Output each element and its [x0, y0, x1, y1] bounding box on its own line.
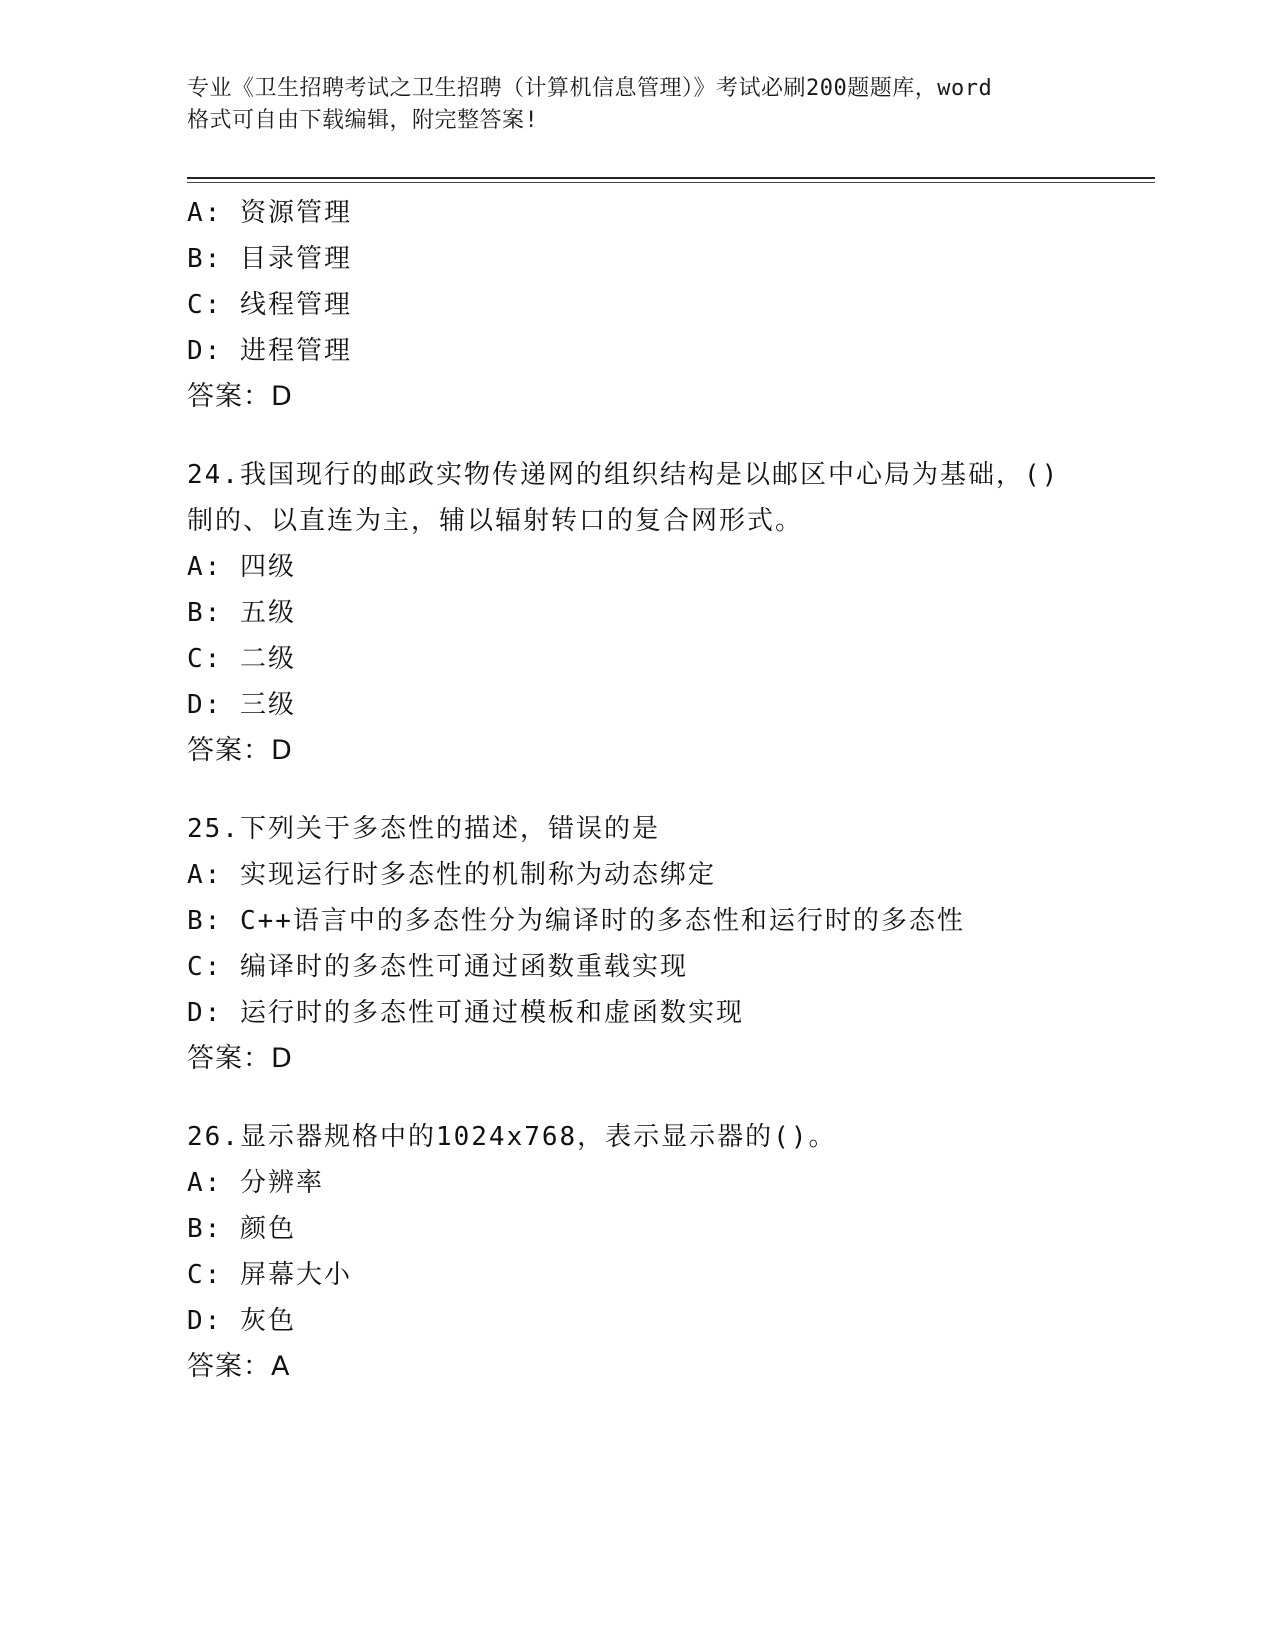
spacer [187, 1082, 1087, 1114]
answer-line: 答案：D [187, 1043, 293, 1074]
question-23 [187, 190, 1087, 420]
option-c: C: 线程管理 [187, 290, 352, 320]
option-b: B: C++语言中的多态性分为编译时的多态性和运行时的多态性 [187, 906, 965, 936]
spacer [187, 420, 1087, 452]
answer-line: 答案：D [187, 381, 293, 412]
option-a: A: 分辨率 [187, 1168, 324, 1198]
option-d: D: 灰色 [187, 1306, 296, 1336]
option-a: A: 资源管理 [187, 198, 352, 228]
header-line-2: 格式可自由下载编辑，附完整答案! [187, 108, 539, 133]
spacer [187, 774, 1087, 806]
header-divider-thick [187, 177, 1155, 179]
option-b: B: 五级 [187, 598, 296, 628]
option-d: D: 进程管理 [187, 336, 352, 366]
option-b: B: 颜色 [187, 1214, 296, 1244]
option-c: C: 编译时的多态性可通过函数重载实现 [187, 952, 688, 982]
answer-line: 答案：D [187, 735, 293, 766]
question-stem: 25.下列关于多态性的描述，错误的是 [187, 814, 660, 844]
option-d: D: 运行时的多态性可通过模板和虚函数实现 [187, 998, 744, 1028]
option-a: A: 四级 [187, 552, 296, 582]
question-list [187, 190, 1087, 1390]
question-stem: 24.我国现行的邮政实物传递网的组织结构是以邮区中心局为基础，() [187, 460, 1060, 490]
header-divider-thin [187, 182, 1155, 183]
question-25 [187, 806, 1087, 1082]
document-header [187, 73, 1087, 137]
question-24 [187, 452, 1087, 774]
option-d: D: 三级 [187, 690, 296, 720]
option-c: C: 二级 [187, 644, 296, 674]
option-a: A: 实现运行时多态性的机制称为动态绑定 [187, 860, 716, 890]
option-b: B: 目录管理 [187, 244, 352, 274]
header-line-1: 专业《卫生招聘考试之卫生招聘（计算机信息管理）》考试必刷200题题库，word [187, 76, 993, 101]
question-26 [187, 1114, 1087, 1390]
question-stem-continued: 制的、以直连为主，辅以辐射转口的复合网形式。 [187, 506, 804, 536]
option-c: C: 屏幕大小 [187, 1260, 352, 1290]
question-stem: 26.显示器规格中的1024x768，表示显示器的()。 [187, 1122, 837, 1152]
answer-line: 答案：A [187, 1351, 291, 1382]
